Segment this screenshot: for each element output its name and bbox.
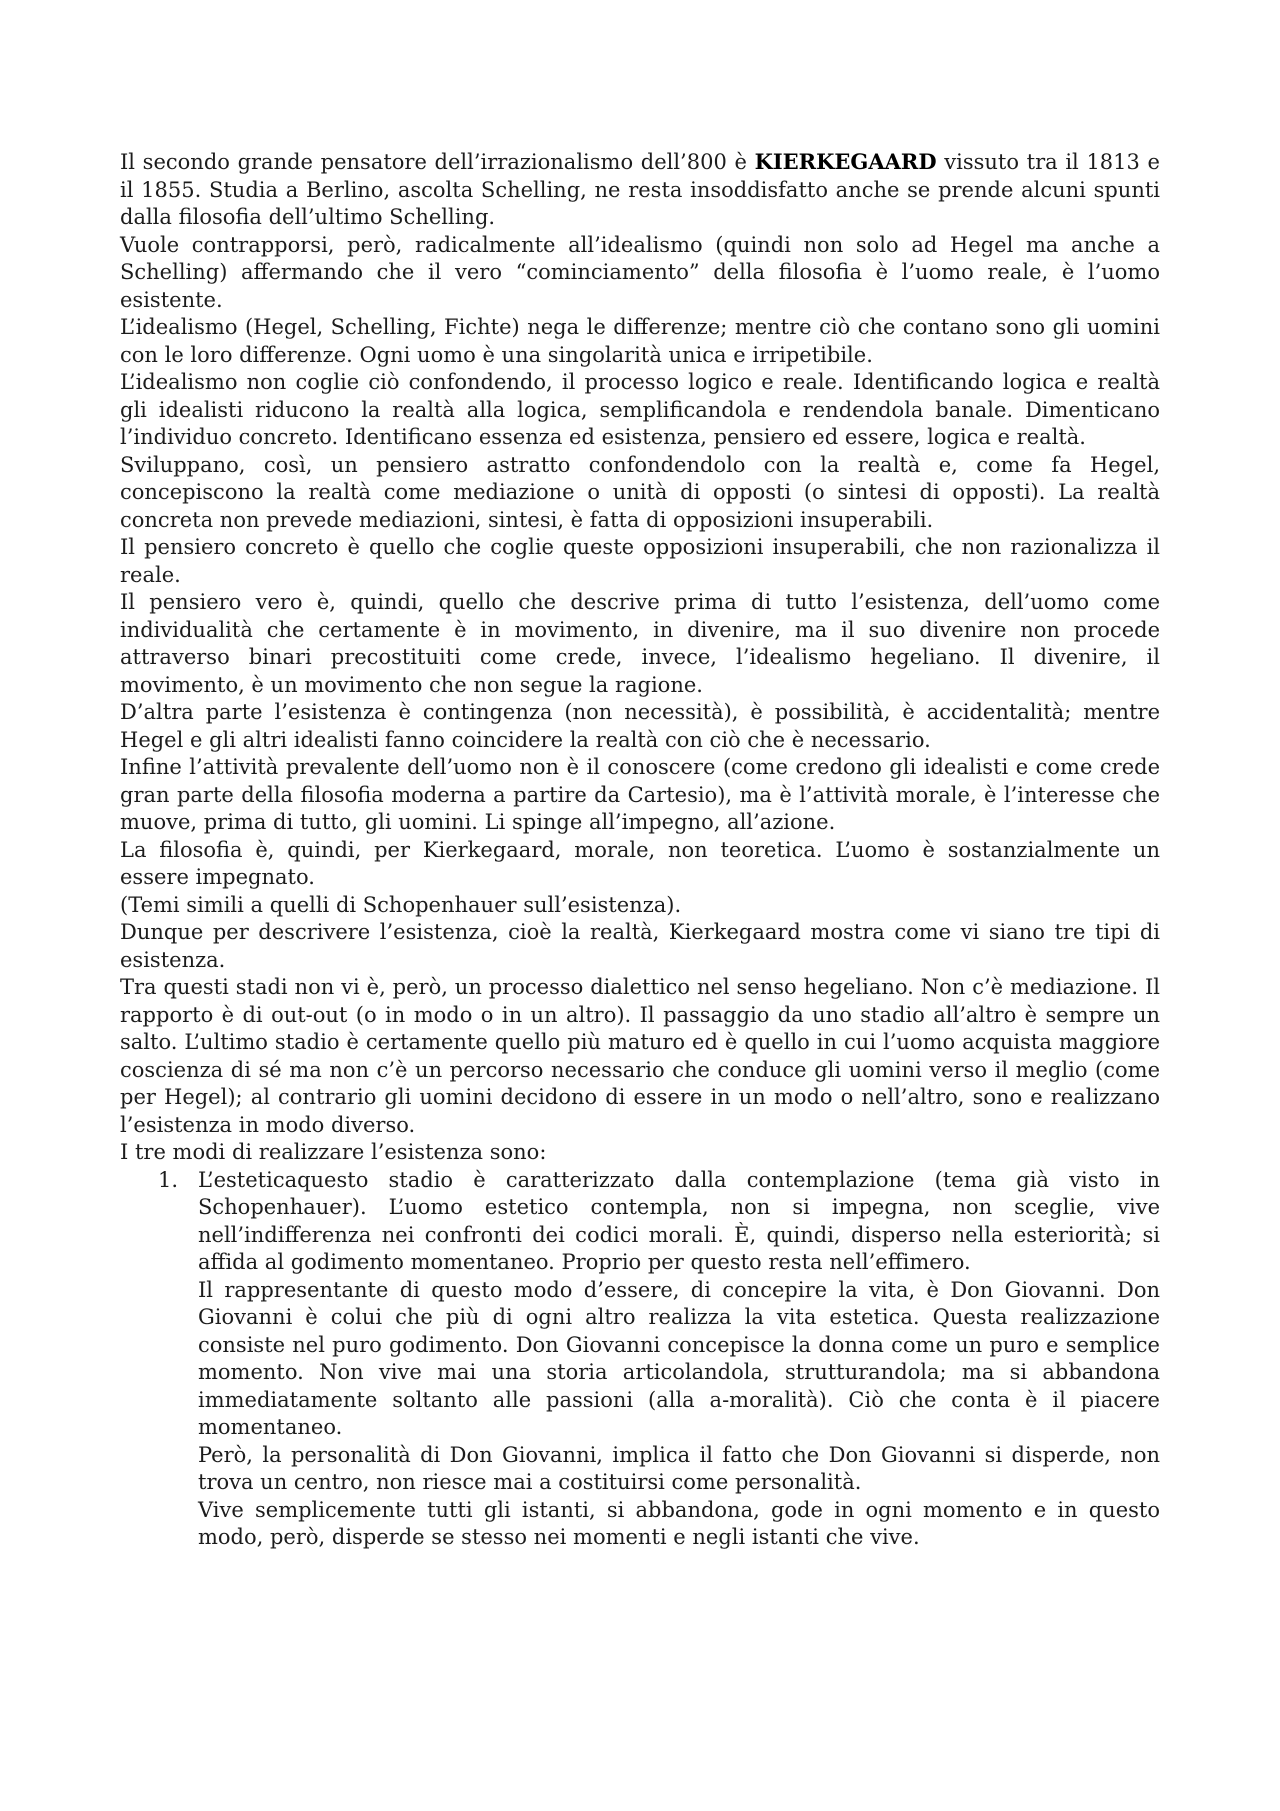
intro-text-after: vissuto tra il 1813 e il 1855. Studia a Berlino, ascolta Schelling, ne resta insoddisfatto anche se prende alcuni spunti dalla filosofia dell’ultimo Schelling. xyxy=(120,150,1160,229)
paragraph-schopenhauer-note: (Temi simili a quelli di Schopenhauer sull’esistenza). xyxy=(120,892,682,917)
paragraph-abstract-thought: Sviluppano, così, un pensiero astratto confondendolo con la realtà e, come fa Hegel, concepiscono la realtà come mediazione o unità di opposti (o sintesi di opposti). La realtà concreta non prevede mediazioni, sintesi, è fatta di opposizioni insuperabili. xyxy=(120,452,1160,532)
list-number: 1. xyxy=(158,1167,179,1192)
paragraph-stages: Tra questi stadi non vi è, però, un processo dialettico nel senso hegeliano. Non c’è mediazione. Il rapporto è di out-out (o in modo o in un altro). Il passaggio da uno stadio all’altro è sempre un salto. L’ultimo stadio è certamente quello più maturo ed è quello in cui l’uomo acquista maggiore coscienza di sé ma non c’è un percorso necessario che conduce gli uomini verso il meglio (come per Hegel); al contrario gli uomini decidono di essere in un modo o nell’altro, sono e realizzano l’esistenza in modo diverso. xyxy=(120,975,1160,1137)
list-item xyxy=(120,1167,1160,1552)
paragraph-idealism-opposition: Vuole contrapporsi, però, radicalmente all’idealismo (quindi non solo ad Hegel ma anche a Schelling) affermando che il vero “cominciamento” della filosofia è l’uomo reale, è l’uomo esistente. xyxy=(120,232,1160,312)
paragraph-differences: L’idealismo (Hegel, Schelling, Fichte) nega le differenze; mentre ciò che contano sono gli uomini con le loro differenze. Ogni uomo è una singolarità unica e irripetibile. xyxy=(120,315,1160,367)
paragraph-three-types: Dunque per descrivere l’esistenza, cioè la realtà, Kierkegaard mostra come vi siano tre tipi di esistenza. xyxy=(120,920,1160,972)
document-page xyxy=(120,148,1160,1552)
paragraph-concrete-thought: Il pensiero concreto è quello che coglie queste opposizioni insuperabili, che non razionalizza il reale. xyxy=(120,535,1160,587)
list-item-paragraph: Il rappresentante di questo modo d’essere, di concepire la vita, è Don Giovanni. Don Giovanni è colui che più di ogni altro realizza la vita estetica. Questa realizzazione consiste nel puro godimento. Don Giovanni concepisce la donna come un puro e semplice momento. Non vive mai una storia articolandola, strutturandola; ma si abbandona immediatamente soltanto alle passioni (alla a-moralità). Ciò che conta è il piacere momentaneo. xyxy=(198,1277,1160,1439)
author-name: KIERKEGAARD xyxy=(754,149,937,174)
paragraph-true-thought: Il pensiero vero è, quindi, quello che descrive prima di tutto l’esistenza, dell’uomo come individualità che certamente è in movimento, in divenire, ma il suo divenire non procede attraverso binari precostituiti come crede, invece, l’idealismo hegeliano. Il divenire, il movimento, è un movimento che non segue la ragione. xyxy=(120,590,1160,697)
list-item-paragraph: L’esteticaquesto stadio è caratterizzato dalla contemplazione (tema già visto in Schopenhauer). L’uomo estetico contempla, non si impegna, non sceglie, vive nell’indifferenza nei confronti dei codici morali. È, quindi, disperso nella esteriorità; si affida al godimento momentaneo. Proprio per questo resta nell’effimero. xyxy=(198,1167,1160,1274)
paragraph-logic-reality: L’idealismo non coglie ciò confondendo, il processo logico e reale. Identificando logica e realtà gli idealisti riducono la realtà alla logica, semplificandola e rendendola banale. Dimenticano l’individuo concreto. Identificano essenza ed esistenza, pensiero ed essere, logica e realtà. xyxy=(120,370,1160,449)
paragraph-moral-activity: Infine l’attività prevalente dell’uomo non è il conoscere (come credono gli idealisti e come crede gran parte della filosofia moderna a partire da Cartesio), ma è l’attività morale, è l’interesse che muove, prima di tutto, gli uomini. Li spinge all’impegno, all’azione. xyxy=(120,755,1160,834)
paragraph-moral-philosophy: La filosofia è, quindi, per Kierkegaard, morale, non teoretica. L’uomo è sostanzialmente un essere impegnato. xyxy=(120,837,1160,889)
list-item-paragraph: Vive semplicemente tutti gli istanti, si abbandona, gode in ogni momento e in questo modo, però, disperde se stesso nei momenti e negli istanti che vive. xyxy=(198,1497,1160,1549)
list-item-paragraph: Però, la personalità di Don Giovanni, implica il fatto che Don Giovanni si disperde, non trova un centro, non riesce mai a costituirsi come personalità. xyxy=(198,1442,1160,1494)
intro-text-before: Il secondo grande pensatore dell’irrazionalismo dell’800 è xyxy=(120,150,755,174)
numbered-list xyxy=(120,1167,1160,1552)
paragraph-contingency: D’altra parte l’esistenza è contingenza (non necessità), è possibilità, è accidentalità; mentre Hegel e gli altri idealisti fanno coincidere la realtà con ciò che è necessario. xyxy=(120,700,1160,752)
paragraph-list-intro: I tre modi di realizzare l’esistenza sono: xyxy=(120,1140,547,1164)
intro-paragraph xyxy=(120,148,1160,232)
